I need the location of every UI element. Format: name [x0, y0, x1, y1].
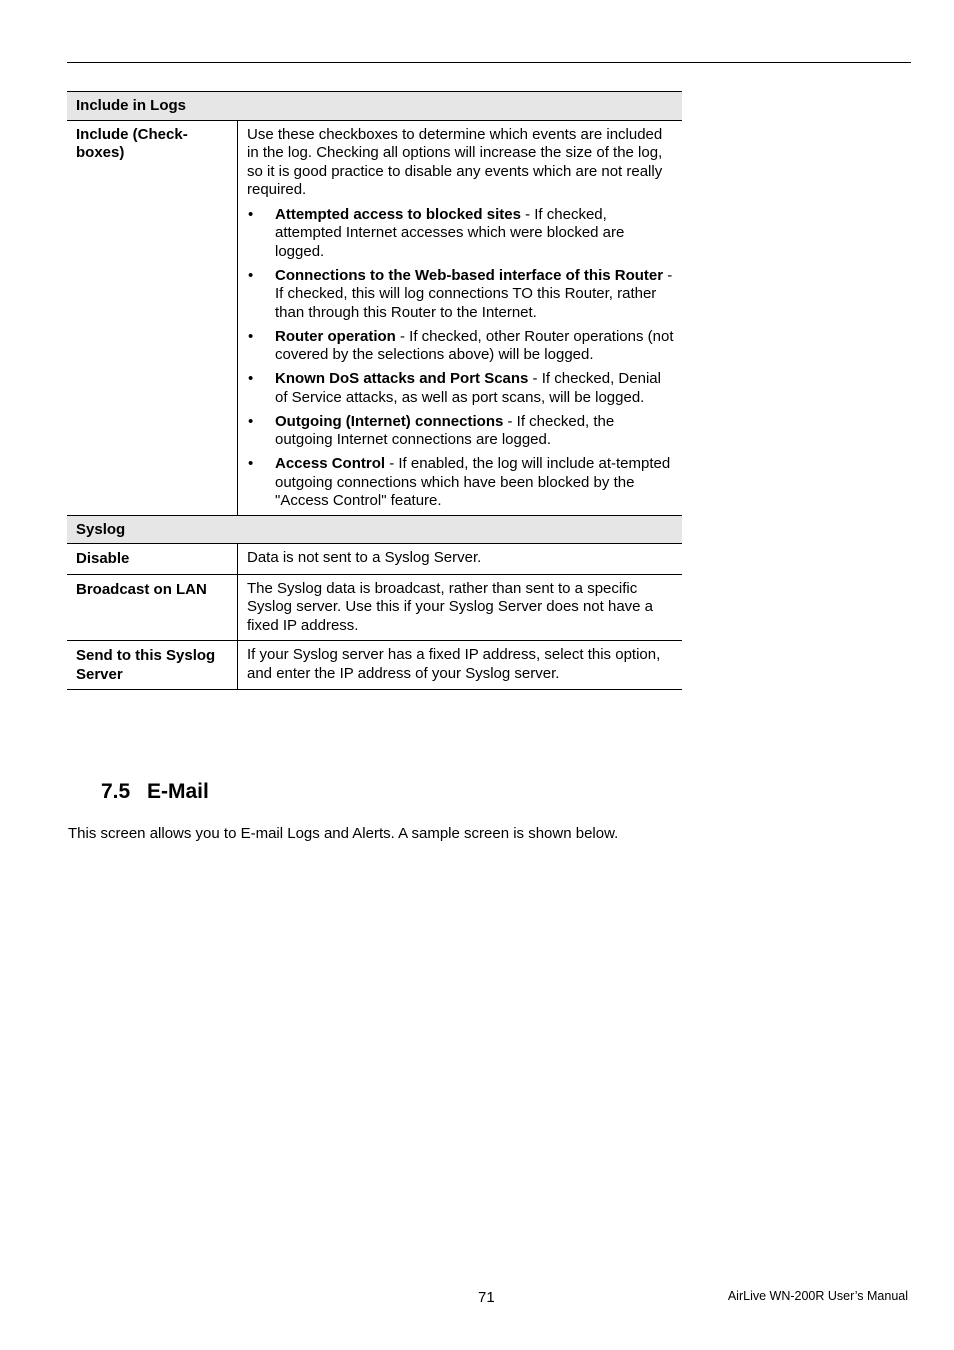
- table-row: [67, 574, 682, 641]
- section-row-include-in-logs: [67, 92, 682, 121]
- table-row: [67, 641, 682, 690]
- option-title: Router operation: [275, 327, 396, 345]
- list-item: [247, 413, 674, 450]
- row-label: Send to this Syslog Server: [67, 641, 238, 690]
- row-label: Broadcast on LAN: [67, 574, 238, 641]
- option-text: - If checked, other Router operations (not covered by the selections above) will be logged.: [275, 327, 674, 363]
- option-title: Outgoing (Internet) connections: [275, 412, 504, 430]
- row-description: If your Syslog server has a fixed IP address, select this option, and enter the IP address of your Syslog server.: [238, 641, 683, 690]
- include-intro: Use these checkboxes to determine which events are included in the log. Checking all options will increase the size of the log, so it is good practice to disable any events which are not really required.: [247, 125, 663, 198]
- header-rule: [67, 62, 911, 63]
- row-label: Disable: [67, 544, 238, 575]
- bullet-icon: •: [248, 455, 254, 472]
- table-row: [67, 120, 682, 515]
- bullet-icon: •: [248, 266, 254, 284]
- list-item: [247, 455, 674, 511]
- row-description: Data is not sent to a Syslog Server.: [238, 544, 683, 575]
- row-description: The Syslog data is broadcast, rather than sent to a specific Syslog server. Use this if your Syslog Server does not have a fixed IP address.: [238, 574, 683, 641]
- option-text: - If checked, the outgoing Internet connections are logged.: [275, 412, 615, 448]
- manual-name: AirLive WN-200R User’s Manual: [727, 1289, 908, 1303]
- table-row: [67, 544, 682, 575]
- option-text: - If enabled, the log will include at-tempted outgoing connections which have been blocked by the "Access Control" feature.: [275, 455, 671, 509]
- bullet-icon: •: [248, 370, 254, 387]
- list-item: [247, 328, 674, 365]
- row-description: [238, 120, 683, 515]
- section-number: 7.5: [101, 780, 131, 803]
- bullet-icon: •: [248, 205, 254, 223]
- option-title: Known DoS attacks and Port Scans: [275, 370, 529, 387]
- option-title: Connections to the Web-based interface of this Router: [275, 266, 664, 284]
- section-title: Include in Logs: [67, 92, 682, 121]
- option-text: - If checked, Denial of Service attacks, as well as port scans, will be logged.: [275, 370, 661, 406]
- option-text: - If checked, this will log connections TO this Router, rather than through this Router to the Internet.: [275, 266, 673, 321]
- section-title: E-Mail: [147, 780, 209, 803]
- bullet-icon: •: [248, 327, 254, 345]
- section-heading: [101, 778, 209, 806]
- section-intro: This screen allows you to E-mail Logs and Alerts. A sample screen is shown below.: [68, 825, 619, 842]
- page-number: 71: [478, 1289, 495, 1306]
- row-label-line: Include (Check-: [76, 125, 188, 143]
- list-item: [247, 267, 674, 323]
- settings-table: [67, 91, 682, 690]
- bullet-icon: •: [248, 412, 254, 430]
- option-text: - If checked, attempted Internet accesses which were blocked are logged.: [275, 205, 625, 260]
- list-item: [247, 370, 674, 407]
- row-label-line: boxes): [76, 144, 125, 161]
- list-item: [247, 206, 674, 262]
- option-title: Attempted access to blocked sites: [275, 205, 521, 223]
- option-title: Access Control: [275, 455, 386, 472]
- options-list: [247, 206, 674, 511]
- section-title: Syslog: [67, 515, 682, 544]
- section-row-syslog: [67, 515, 682, 544]
- row-label: [67, 120, 238, 515]
